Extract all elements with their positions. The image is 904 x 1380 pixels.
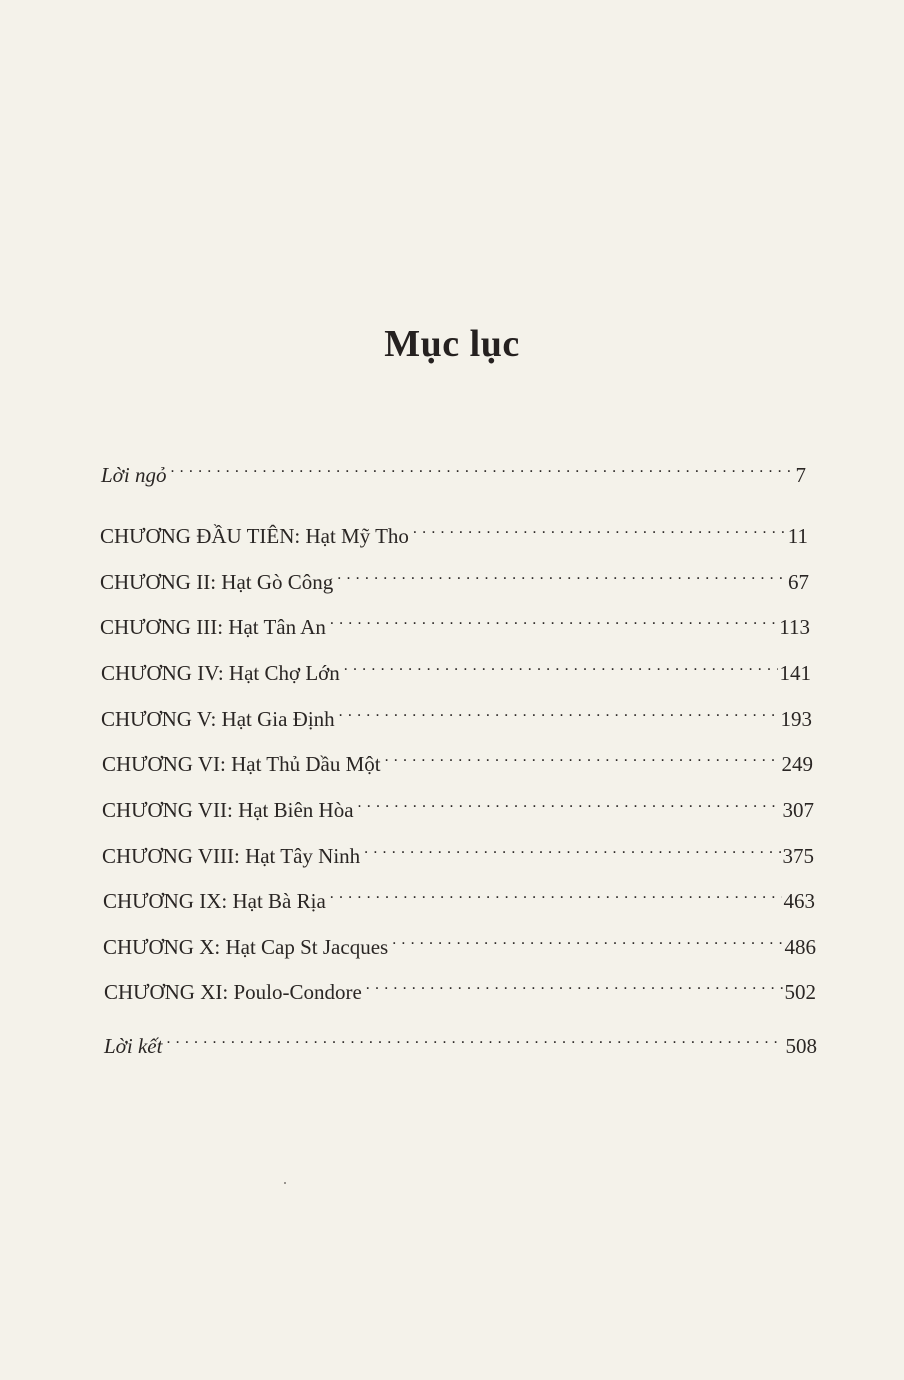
toc-entry-label: Lời kết xyxy=(104,1034,163,1058)
toc-entry-chapter[interactable] xyxy=(104,971,816,1006)
dot-leader xyxy=(170,454,793,482)
toc-entry-chapter[interactable] xyxy=(103,926,816,961)
toc-entry-page-number: 502 xyxy=(784,980,816,1004)
toc-entry-page-number: 11 xyxy=(787,524,808,548)
toc-entry-page-number: 375 xyxy=(782,844,814,868)
toc-entry-page-number: 113 xyxy=(779,615,810,639)
toc-entry-label: CHƯƠNG III: Hạt Tân An xyxy=(100,615,326,639)
dot-leader xyxy=(337,561,786,589)
toc-entry-label: CHƯƠNG XI: Poulo-Condore xyxy=(104,980,362,1004)
toc-entry-label: CHƯƠNG VII: Hạt Biên Hòa xyxy=(102,798,354,822)
dot-leader xyxy=(366,971,783,999)
toc-entry-chapter[interactable] xyxy=(102,743,813,778)
toc-entry-chapter[interactable] xyxy=(102,789,814,824)
toc-entry-page-number: 141 xyxy=(779,661,811,685)
dot-leader xyxy=(392,926,782,954)
dot-leader xyxy=(344,652,778,680)
toc-entry-chapter[interactable] xyxy=(100,515,808,550)
toc-entry-label: CHƯƠNG X: Hạt Cap St Jacques xyxy=(103,935,389,959)
toc-entry-label: CHƯƠNG IV: Hạt Chợ Lớn xyxy=(101,661,340,685)
dot-leader xyxy=(413,515,786,543)
dot-leader xyxy=(385,743,780,771)
toc-entry-chapter[interactable] xyxy=(100,606,810,641)
toc-entry-chapter[interactable] xyxy=(100,561,809,596)
toc-entry-page-number: 7 xyxy=(795,463,806,487)
toc-entry-label: CHƯƠNG IX: Hạt Bà Rịa xyxy=(103,889,326,913)
toc-entry-intro[interactable] xyxy=(101,454,806,489)
toc-entry-page-number: 249 xyxy=(781,752,813,776)
toc-entry-chapter[interactable] xyxy=(101,652,811,687)
toc-entry-outro[interactable] xyxy=(104,1025,817,1060)
toc-entry-chapter[interactable] xyxy=(101,698,812,733)
toc-entry-label: CHƯƠNG II: Hạt Gò Công xyxy=(100,570,334,594)
toc-entry-label: CHƯƠNG ĐẦU TIÊN: Hạt Mỹ Tho xyxy=(100,524,409,548)
dot-leader xyxy=(358,789,781,817)
toc-entry-page-number: 307 xyxy=(782,798,814,822)
toc-entry-label: Lời ngỏ xyxy=(101,463,167,487)
toc-entry-page-number: 486 xyxy=(784,935,816,959)
toc-entry-chapter[interactable] xyxy=(102,835,814,870)
toc-entry-label: CHƯƠNG VI: Hạt Thủ Dầu Một xyxy=(102,752,381,776)
dot-leader xyxy=(339,698,779,726)
dot-leader xyxy=(364,835,780,863)
dot-leader xyxy=(330,880,782,908)
toc-entry-chapter[interactable] xyxy=(103,880,815,915)
paper-speck xyxy=(284,1182,286,1184)
toc-entry-page-number: 463 xyxy=(783,889,815,913)
toc-entry-label: CHƯƠNG VIII: Hạt Tây Ninh xyxy=(102,844,361,868)
toc-entry-page-number: 67 xyxy=(788,570,809,594)
dot-leader xyxy=(330,606,777,634)
toc-entry-page-number: 193 xyxy=(780,707,812,731)
dot-leader xyxy=(166,1025,783,1053)
page-title: Mục lục xyxy=(384,323,520,365)
toc-entry-page-number: 508 xyxy=(785,1034,817,1058)
toc-entry-label: CHƯƠNG V: Hạt Gia Định xyxy=(101,707,335,731)
